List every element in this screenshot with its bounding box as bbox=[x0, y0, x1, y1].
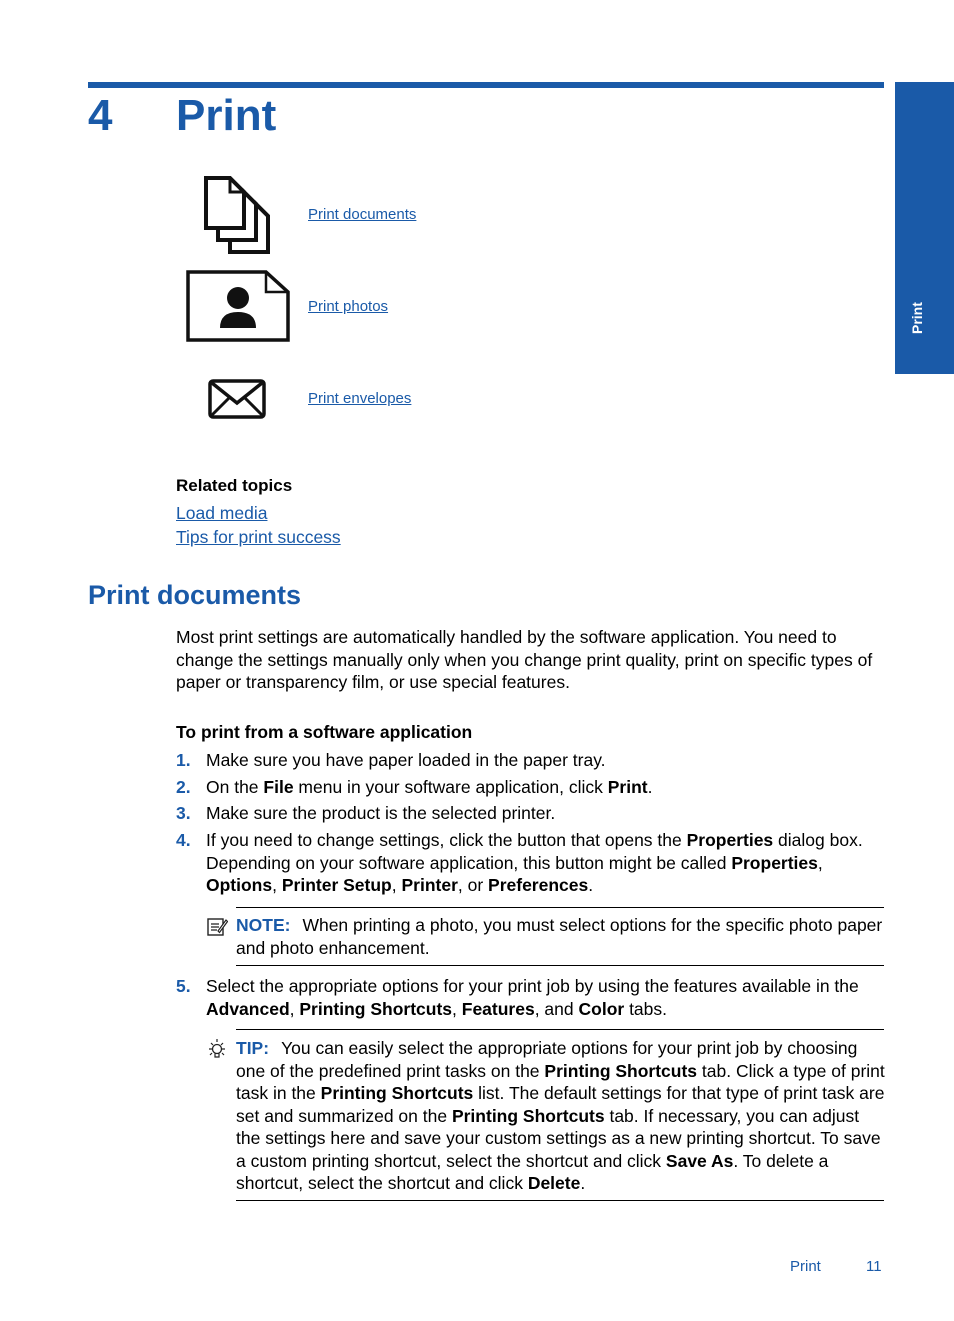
lightbulb-icon bbox=[206, 1038, 228, 1062]
tip-top-rule bbox=[236, 1029, 884, 1030]
print-documents-link[interactable]: Print documents bbox=[308, 206, 417, 223]
load-media-link[interactable]: Load media bbox=[176, 503, 268, 523]
procedure-heading: To print from a software application bbox=[176, 722, 473, 742]
footer-chapter-label: Print bbox=[790, 1258, 821, 1275]
tip-label: TIP: bbox=[236, 1038, 270, 1058]
chapter-rule bbox=[88, 82, 884, 88]
chapter-side-tab bbox=[895, 82, 954, 374]
page-number: 11 bbox=[866, 1258, 882, 1275]
note-body: NOTE: When printing a photo, you must select options for the specific photo paper and photo enhancement. bbox=[236, 915, 883, 958]
related-topics-heading: Related topics bbox=[176, 476, 293, 495]
step-number: 4. bbox=[176, 830, 191, 850]
documents-icon bbox=[204, 176, 272, 254]
step-number: 1. bbox=[176, 750, 191, 770]
step-text: Make sure the product is the selected printer. bbox=[206, 803, 556, 823]
step-text: If you need to change settings, click the button that opens the Properties dialog box. Depending on your software application, this button might be called Properties, Options, Printer Setup, Printer, or Preferences. bbox=[206, 830, 863, 895]
section-title: Print documents bbox=[88, 580, 302, 610]
tips-print-success-link[interactable]: Tips for print success bbox=[176, 527, 341, 547]
envelope-icon bbox=[208, 379, 266, 419]
tip-body: TIP: You can easily select the appropriate options for your print job by choosing one of the predefined print tasks on the Printing Shortcuts tab. Click a type of print task in the Printing Shortcuts list. The default settings for that type of print task are set and summarized on the Printing Shortcuts tab. If necessary, you can adjust the settings here and save your custom settings as a new printing shortcut. To save a custom printing shortcut, select the shortcut and click Save As. To delete a shortcut, select the shortcut and click Delete. bbox=[236, 1038, 885, 1193]
print-envelopes-link[interactable]: Print envelopes bbox=[308, 390, 412, 407]
note-label: NOTE: bbox=[236, 915, 291, 935]
photo-icon bbox=[186, 270, 290, 342]
step-text: Make sure you have paper loaded in the paper tray. bbox=[206, 750, 606, 770]
print-photos-link[interactable]: Print photos bbox=[308, 298, 389, 315]
step-number: 5. bbox=[176, 976, 191, 996]
tip-bottom-rule bbox=[236, 1200, 884, 1201]
step-number: 2. bbox=[176, 777, 191, 797]
note-top-rule bbox=[236, 907, 884, 908]
note-bottom-rule bbox=[236, 965, 884, 966]
step-text: On the File menu in your software application, click Print. bbox=[206, 777, 653, 797]
step-text: Select the appropriate options for your print job by using the features available in the Advanced, Printing Shortcuts, Features, and Color tabs. bbox=[206, 976, 859, 1019]
step-number: 3. bbox=[176, 803, 191, 823]
side-tab-label: Print bbox=[909, 302, 925, 334]
note-icon bbox=[206, 916, 228, 938]
chapter-number: 4 bbox=[88, 91, 113, 140]
chapter-title: Print bbox=[176, 91, 277, 140]
intro-paragraph: Most print settings are automatically handled by the software application. You need to change the settings manually only when you change print quality, print on specific types of paper or transparency film, or use special features. bbox=[176, 627, 873, 692]
